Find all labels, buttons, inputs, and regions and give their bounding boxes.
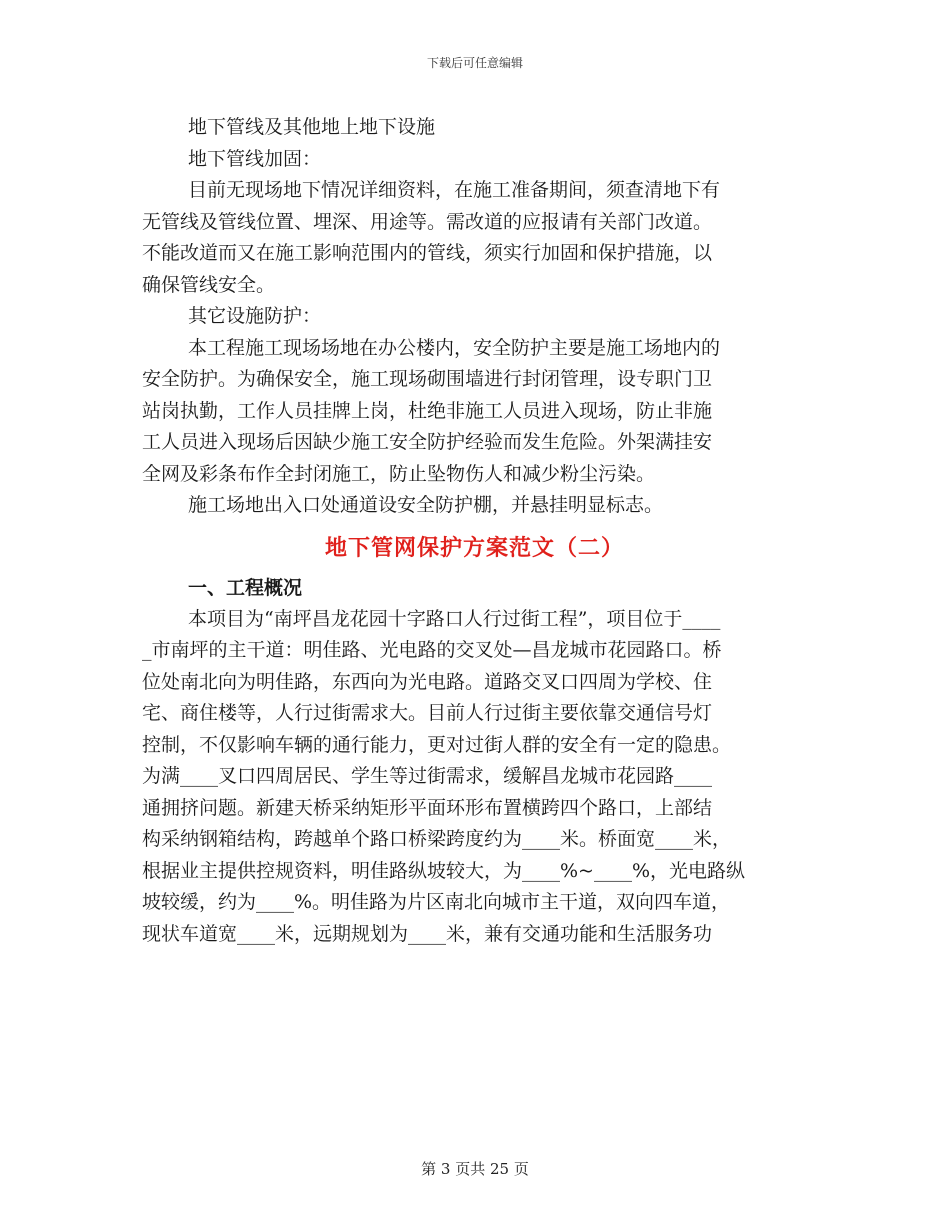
text-line: 通拥挤问题。新建天桥采纳矩形平面环形布置横跨四个路口，上部结 [142, 796, 713, 819]
text-line: _市南坪的主干道：明佳路、光电路的交叉处—昌龙城市花园路口。桥 [142, 639, 722, 661]
text-line: 地下管线及其他地上地下设施 [188, 116, 436, 138]
text-line: 根据业主提供控规资料，明佳路纵坡较大，为____%~____%，光电路纵 [142, 859, 746, 882]
text-line: 安全防护。为确保安全，施工现场砌围墙进行封闭管理，设专职门卫 [142, 368, 713, 390]
text-line: 不能改道而又在施工影响范围内的管线，须实行加固和保护措施，以 [142, 242, 713, 264]
text-line: 为满____叉口四周居民、学生等过街需求，缓解昌龙城市花园路____ [142, 765, 713, 787]
paragraph-other-protection [142, 333, 807, 491]
text-line: 站岗执勤，工作人员挂牌上岗，杜绝非施工人员进入现场，防止非施 [142, 399, 713, 422]
text-line: 工人员进入现场后因缺少施工安全防护经验而发生危险。外架满挂安 [142, 431, 713, 453]
text-line: 本工程施工现场场地在办公楼内，安全防护主要是施工场地内的 [188, 336, 721, 359]
paragraph-project-overview [142, 604, 807, 951]
text-line: 本项目为“南坪昌龙花园十字路口人行过街工程”，项目位于____ [188, 607, 721, 630]
text-line: 位处南北向为明佳路，东西向为光电路。道路交叉口四周为学校、住 [142, 670, 713, 693]
paragraph-pipeline-reinforce-title [142, 144, 807, 176]
text-line: 目前无现场地下情况详细资料，在施工准备期间，须查清地下有 [188, 179, 721, 201]
text-line: 无管线及管线位置、埋深、用途等。需改道的应报请有关部门改道。 [142, 210, 713, 233]
text-line: 确保管线安全。 [142, 273, 276, 296]
paragraph-other-protection-title [142, 301, 807, 333]
document-body [142, 112, 807, 950]
text-line: 控制，不仅影响车辆的通行能力，更对过街人群的安全有一定的隐患。 [142, 733, 732, 756]
text-line: 坡较缓，约为____%。明佳路为片区南北向城市主干道，双向四车道， [142, 891, 731, 913]
paragraph-pipeline-reinforce [142, 175, 807, 301]
text-line: 现状车道宽____米，远期规划为____米，兼有交通功能和生活服务功 [142, 922, 713, 945]
text-line: 全网及彩条布作全封闭施工，防止坠物伤人和减少粉尘污染。 [142, 462, 656, 485]
text-line: 其它设施防护： [188, 305, 322, 327]
text-line: 宅、商住楼等，人行过街需求大。目前人行过街主要依靠交通信号灯 [142, 702, 713, 724]
text-line: 地下管线加固： [188, 147, 322, 170]
page-header: 下载后可任意编辑 [426, 56, 523, 70]
section-title: 地下管网保护方案范文（二） [324, 534, 624, 561]
page-footer: 第 3 页共 25 页 [421, 1160, 529, 1178]
text-line: 施工场地出入口处通道设安全防护棚，并悬挂明显标志。 [188, 494, 664, 516]
paragraph-facilities-title [142, 112, 807, 144]
text-line: 构采纳钢箱结构，跨越单个路口桥梁跨度约为____米。桥面宽____米， [142, 828, 732, 850]
paragraph-entrance [142, 490, 807, 522]
section-heading: 一、工程概况 [188, 576, 303, 599]
